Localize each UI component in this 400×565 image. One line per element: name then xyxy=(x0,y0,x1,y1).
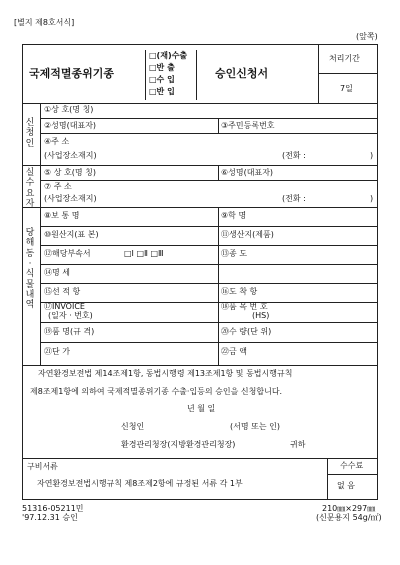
species-common-name: ⑧보 통 명 xyxy=(44,211,80,220)
statement-applicant: 신청인 xyxy=(121,422,145,431)
applicant-label: 신 청 인 xyxy=(25,118,35,149)
applicant-phone: (전화 : xyxy=(282,151,306,160)
importer-label: 실 수 요 자 xyxy=(25,168,35,210)
applicant-representative: ②성명(대표자) xyxy=(44,121,97,130)
species-hs: ⑱품 목 번 호 xyxy=(221,302,268,311)
species-scientific-name: ⑨학 명 xyxy=(221,211,247,220)
species-appendix-options: □Ⅰ □Ⅱ □Ⅲ xyxy=(124,249,164,258)
importer-address-sub: (사업장소재지) xyxy=(44,194,97,203)
option-reexport: □(재)수출 xyxy=(149,51,188,60)
statement-date: 년 월 일 xyxy=(187,404,216,413)
statement-line-1: 자연환경보전법 제14조제1항, 동법시행령 제13조제1항 및 동법시행규칙 xyxy=(38,369,293,378)
option-carry-out: □반 출 xyxy=(149,63,175,72)
species-quantity: ⑳수 량(단 위) xyxy=(221,327,272,336)
title-right: 승인신청서 xyxy=(215,67,269,80)
importer-company: ⑤ 상 호(명 칭) xyxy=(44,168,96,177)
fee-value: 없 음 xyxy=(337,481,355,490)
species-invoice: ⑰INVOICE xyxy=(44,302,85,311)
footer-approval: '97.12.31 승인 xyxy=(22,513,78,522)
option-import: □수 입 xyxy=(149,75,175,84)
applicant-resident-no: ③주민등록번호 xyxy=(221,121,275,130)
footer-paper: (신문용지 54g/㎡) xyxy=(316,513,382,522)
processing-label: 처리기간 xyxy=(329,54,360,63)
title-left: 국제적멸종위기종 xyxy=(29,67,115,80)
species-label: 당 해 동 · 식 물 내 역 xyxy=(25,228,35,311)
importer-phone-close: ) xyxy=(370,194,374,203)
applicant-address-sub: (사업장소재지) xyxy=(44,151,97,160)
species-origin-product: ⑪생산지(제품) xyxy=(221,230,274,239)
processing-value: 7일 xyxy=(340,84,353,93)
species-appendix: ⑫해당부속서 xyxy=(44,249,91,258)
species-arrival-port: ⑯도 착 항 xyxy=(221,287,258,296)
side-label: (앞쪽) xyxy=(356,32,378,41)
documents-text: 자연환경보전법시행규칙 제8조제2항에 규정된 서류 각 1부 xyxy=(37,479,243,488)
species-amount: ㉒금 액 xyxy=(221,347,247,356)
species-loading-port: ⑮선 적 항 xyxy=(44,287,81,296)
option-carry-in: □반 입 xyxy=(149,87,175,96)
species-description: ⑭명 세 xyxy=(44,268,70,277)
importer-phone: (전화 : xyxy=(282,194,306,203)
statement-recipient: 환경관리청장(지방환경관리청장) xyxy=(121,440,236,449)
applicant-address: ④주 소 xyxy=(44,137,70,146)
applicant-phone-close: ) xyxy=(370,151,374,160)
form-number: [별지 제8호서식] xyxy=(14,18,75,27)
species-origin: ⑩원산지(표 본) xyxy=(44,230,99,239)
applicant-company: ①상 호(명 칭) xyxy=(44,105,94,114)
documents-label: 구비서류 xyxy=(27,462,58,471)
species-hs-sub: (HS) xyxy=(252,311,270,320)
statement-signature: (서명 또는 인) xyxy=(230,422,280,431)
fee-label: 수수료 xyxy=(340,461,364,470)
importer-representative: ⑥성명(대표자) xyxy=(221,168,274,177)
species-unit-price: ㉑단 가 xyxy=(44,347,70,356)
importer-address: ⑦ 주 소 xyxy=(44,182,72,191)
statement-line-2: 제8조제1항에 의하여 국제적멸종위기종 수출·입등의 승인을 신청합니다. xyxy=(30,387,283,396)
footer-size: 210㎜×297㎜ xyxy=(322,504,376,513)
species-type: ⑬종 도 xyxy=(221,249,247,258)
species-invoice-sub: (일자 · 번호) xyxy=(48,311,93,320)
footer-code: 51316-05211민 xyxy=(22,504,84,513)
statement-recipient-suffix: 귀하 xyxy=(290,440,306,449)
species-item: ⑲품 명(규 격) xyxy=(44,327,95,336)
